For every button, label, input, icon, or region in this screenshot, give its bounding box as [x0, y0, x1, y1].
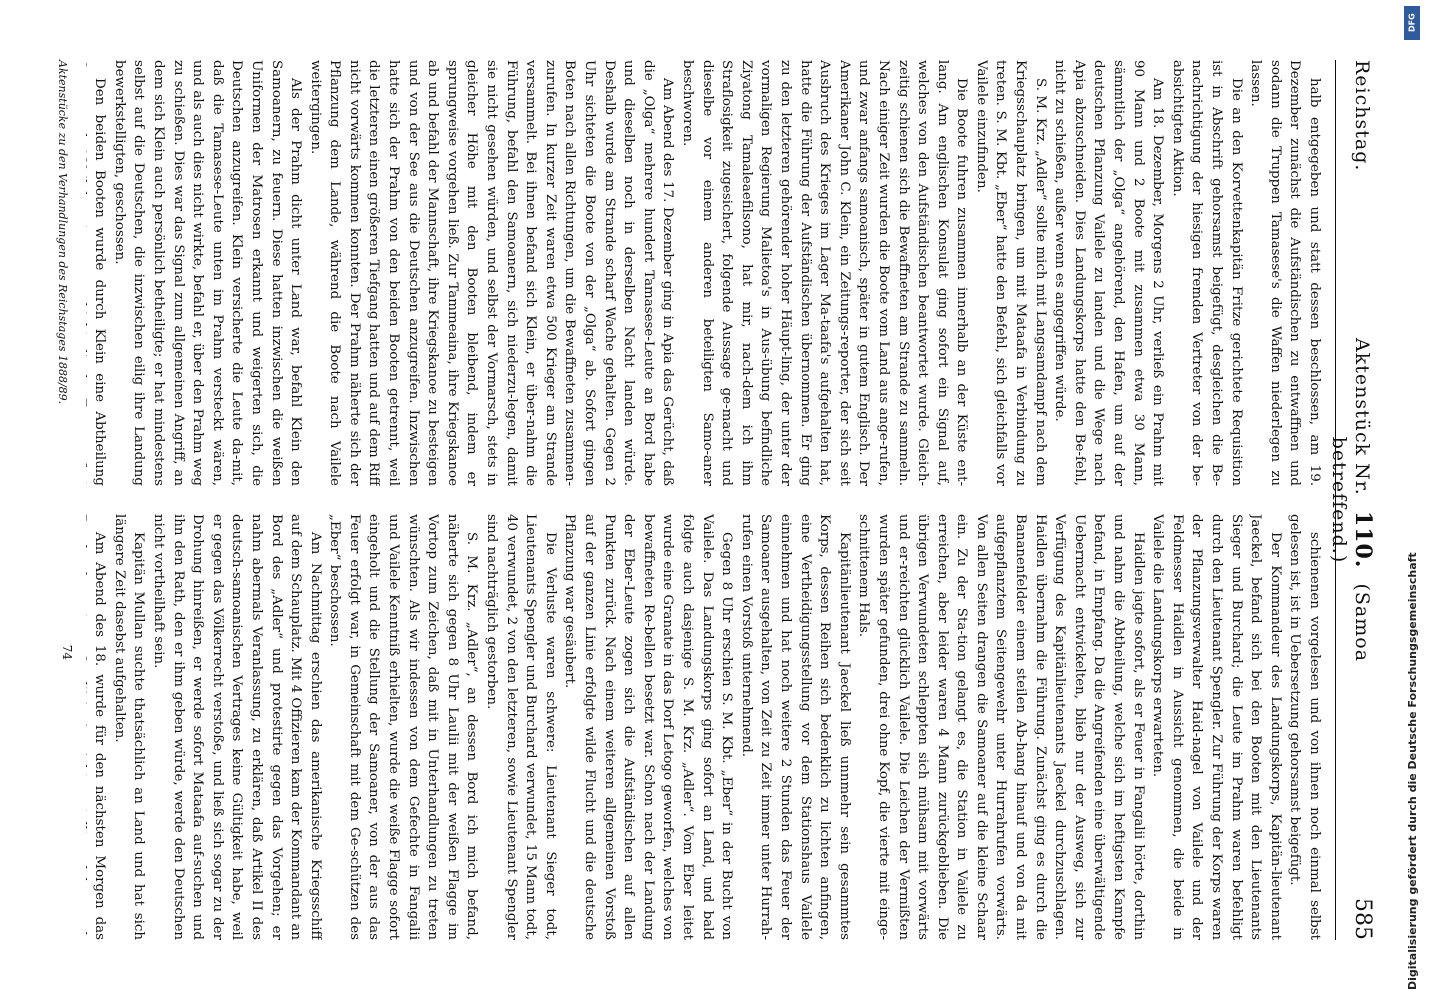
paragraph: Am Nachmittag erschien das amerikanische Kriegsschiff auf dem Schauplatz. Mit 4 Offizieren kam der Kommandant an Bord des „Adler“ und protestirte gegen das Vorgehen; er nahm abermals Veranlassung, zu erklären, daß Artikel II des deutsch-samoanischen Vertrages keine Gültigkeit habe, weil er gegen das Völkerrecht verstoße, und ließ sich sogar zu der Drohung hinreißen, er werde sofort Mataafa auf-suchen und ihn den Rath, den er ihm geben würde, werde den Deutschen nicht vortheilhaft sein.: [150, 514, 323, 940]
dfg-logo-icon: DFG: [1404, 6, 1420, 40]
header-left: Reichstag.: [1351, 60, 1373, 172]
document-number: 110.: [1350, 510, 1376, 569]
paragraph: Die Boote fuhren zusammen innerhalb an der Küste ent-lang. Am englischen Konsulat ging sofort ein Signal auf, welches von den Aufständischen beantwortet wurde. Gleich-zeitig schienen sich die Bewaffneten am Strande zu sammeln. Nach einiger Zeit wurden die Boote vom Land aus ange-rufen, und zwar anfangs samoanisch, später in gutem Englisch. Der Amerikaner John C. Klein, ein Zeitungs-reporter, der sich seit Ausbruch des Krieges im Lager Ma-taafa's aufgehalten hat, hatte die Führung der Aufständischen übernommen. Er ging zu den letzteren gehörender hoher Häupt-ling, der unter der vormaligen Regierung Malietoa's in Aus-übung befindliche Ziyatong Tamaleaefilsono, hat mir, nach-dem ich ihm Straflosigkeit zugesichert, folgende Aussage ge-macht und dieselbe vor einem anderen beteiligten Samo-aner beschworen.: [680, 60, 970, 486]
page-signature: 74: [60, 644, 74, 660]
paragraph: Die Verluste waren schwere: Lieutenant Sieger todt, Lieutenants Spengler und Burchard verwundet, 15 Mann todt, 40 verwundet, 2 von den letzteren, sowie Lieutenant Spengler sind nachträglich gestorben.: [484, 514, 558, 940]
header-center: [1328, 280, 1376, 720]
paragraph: Am 18. Dezember, Morgens 2 Uhr, verließ ein Prahm mit 90 Mann und 2 Boote mit zusammen etwa 30 Mann, sämmtlich der „Olga“ angehörend, den Hafen, um auf der deutschen Pflanzung Vailele zu landen und die Wege nach Apia abzuschneiden. Dies Landungskorps hatte den Be-fehl, nicht zu schießen, außer wenn es angegriffen würde.: [1052, 60, 1166, 486]
text-column-right: [86, 514, 1324, 940]
text-columns: [86, 60, 1324, 940]
digitization-stamp-text: Digitalisierung gefördert durch die Deutsche Forschungsgemeinschaft: [1406, 552, 1419, 990]
paragraph: Kapitän Mullan suchte thatsächlich an Land und hat sich längere Zeit dasebst aufgehalten.: [111, 514, 147, 940]
footnote: Aktenstücke zu den Verhandlungen des Reichstages 1888/89.: [56, 60, 69, 405]
header-center-prefix: Aktenstück Nr.: [1351, 337, 1373, 496]
paragraph: Am Abend des 17. Dezember ging in Apia das Gerücht, daß die „Olga“ mehrere hundert Tamasese-Leute an Bord habe und dieselben noch in derselben Nacht landen würde. Deshalb wurde am Strande scharf Wache gehalten. Gegen 2 Uhr sichteten die Boote von der „Olga“ ab. Sofort gingen Boten nach allen Richtungen, um die Bewaffneten zusammen-zurufen. In kurzer Zeit waren etwa 500 Krieger am Strande versammelt. Bei ihnen befand sich Klein, er über-nahm die Führung, befahl den Samoanern, sich niederzu-legen, damit sie nicht gesehen würden, und selbst der Vormarsch, stets in gleicher Höhe mit den Booten bleibend, indem er sprungweise vorgehen ließ. Zur Tammeaina, ihre Kriegskanoe ab und befahl der Mannschaft, ihre Kriegskanoe zu besteigen und von der See aus die Deutschen anzugreifen. Inzwischen hatte sich der Prahm von den beiden Booten getrennt, weil die letzteren einen größeren Tiefgang hatten und auf dem Riff nicht vorwärts kommen konnten. Der Prahm näherte sich der Pflanzung dem Lande, während die Boote nach Vailele weitergingen.: [307, 60, 676, 486]
paragraph: Der Kommandeur des Landungskorps, Kapitän-lieutenant Jaeckel, befand sich bei den Booten mit den Lieutenants Sieger und Burchard; die Leute im Prahm waren befehligt durch den Lieutenant Spengler. Zur Führung der Korps waren der Pflanzungsverwalter Haid-nagel von Vailele und der Feldmesser Haidlen in Aussicht genommen, die beide in Vailele die Landungskorps erwarteten.: [1150, 514, 1283, 940]
paragraph: Am Abend des 18. wurde für den nächsten Morgen das: [92, 532, 108, 940]
paragraph: S. M. Krz. „Adler“, an dessen Bord ich mich befand, näherte sich gegen 8 Uhr Laulii mit der weißen Flagge im Vortop zum Zeichen, daß mit in Unterhandlungen zu treten wünschten. Als wir indessen von dem Gefechte in Fangalii und Vailele Kenntniß erhielten, wurde die weiße Flagge sofort eingeholt und die Stellung der Samoaner, von der aus das Feuer erfolgt war, in Gemeinschaft mit dem Ge-schützen des „Eber“ beschossen.: [327, 514, 480, 940]
paragraph: Als der Prahm dicht unter Land war, befahl Klein den Samoanern, zu feuern. Diese hatten inzwischen die weißen Uniformen der Matrosen erkannt und weigerten sich, die Deutschen anzugreifen. Klein versicherte die Leute da-mit, daß die Tamasese-Leute unten im Prahm versteckt wären, und als auch dies nicht wirkte, befahl er, über den Prahm weg zu schießen. Dies war das Signal zum allgemeinen Angriff, an dem sich Klein auch persönlich betheiligte; er hat mindestens selbst auf die Deutschen, die inzwischen eilig ihre Landung bewerkstelligten, geschossen.: [111, 60, 304, 486]
paragraph: Haidlen jagte sofort, als er Feuer in Fangalii hörte, dorthin und nahm die Abtheilung, welche sich im heftigsten Kampfe befand, in Empfang. Da die Angreifenden eine überwältigende Uebermacht entwickelten, blieb nur der Ausweg, sich zur Verfügung des Kapitänlieutenants Jaeckel durchzuschlagen. Haidlen übernahm die Führung. Zunächst ging es durch die Bananenfelder einem steilen Ab-hang hinauf und von da mit aufgepflanztem Seitengewehr unter Hurrahrufen vorwärts. Von allen Seiten drangen die Samoaner auf die kleine Schaar ein. Zu der Sta-tion gelangt es, die Station in Vailele zu erreichen, aber leider waren 4 Mann zurückgeblieben. Die übrigen Verwundeten schleppten sich mühsam mit vorwärts und er-reichten glücklich Vailele. Die Leichen der Vermißten wurden später gefunden, drei ohne Kopf, die vierte mit einge-schnittenem Hals.: [856, 514, 1146, 940]
paragraph: Gegen 8 Uhr erschien S. M. Kbt. „Eber“ in der Bucht von Vailele. Das Landungskorps ging sofort an Land, und bald folgte auch dasjenige S. M. Krz. „Adler“. Vom Eber leitet wurde eine Granate in das Dorf Letogo geworfen, welches von bewaffneten Re-bellen besetzt war. Schon nach der Landung der Eber-Leute zogen sich die Aufständischen auf allen Punkten zurück. Nach einem weiteren allgemeinen Vorstoß auf der ganzen Linie erfolgte wilde Flucht und die deutsche Pflanzung war gesäubert.: [562, 514, 735, 940]
page-header: [1328, 60, 1376, 940]
paragraph: Kapitänlieutenant Jaeckel ließ unnmehr sein gesammtes Korps, dessen Reihen sich bedenklich zu lichten anfingen, eine Vertheidigungsstellung vor dem Stationshaus Vailele einnehmen und hat noch weitere 2 Stunden das Feuer der Samoaner ausgehalten, von Zeit zu Zeit immer unter Hurrah-rufen einen Vorstoß unternehmend.: [738, 514, 852, 940]
page-number: 585: [1350, 898, 1375, 940]
paragraph: S. M. Krz. „Adler“ sollte mich mit Langsamdampf nach dem Kriegsschauplatz bringen, um mit Mataafa in Verbindung zu treten. S. M. Kbt. „Eber“ hatte den Befehl, sich gleichfalls vor Vailele einzufinden.: [973, 60, 1048, 486]
paragraph: Den beiden Booten wurde durch Klein eine Abtheilung: [92, 78, 108, 486]
paragraph: halb entgegeben und statt dessen beschlossen, am 19. Dezember zunächst die Aufständischen zu entwaffnen und sodann die Truppen Tamasese's die Waffen niederlegen zu lassen.: [1248, 60, 1322, 486]
paragraph: Die an den Korvettenkapitän Fritze gerichtete Requisition ist in Abschrift gehorsamst beigefügt, desgleichen die Be-nachrichtigung der hiesigen fremden Vertreter von der be-absichtigten Aktion.: [1169, 60, 1244, 486]
document-page: [26, 20, 1406, 980]
text-column-left: [86, 60, 1324, 486]
header-center-suffix: (Samoa betreffend.): [1328, 436, 1373, 663]
paragraph: schienenen vorgelesen und von ihnen noch einmal selbst gelesen ist, ist in Uebersetzung gehorsamst beigefügt.: [1287, 514, 1322, 940]
digitization-stamp: [1398, 0, 1426, 1000]
